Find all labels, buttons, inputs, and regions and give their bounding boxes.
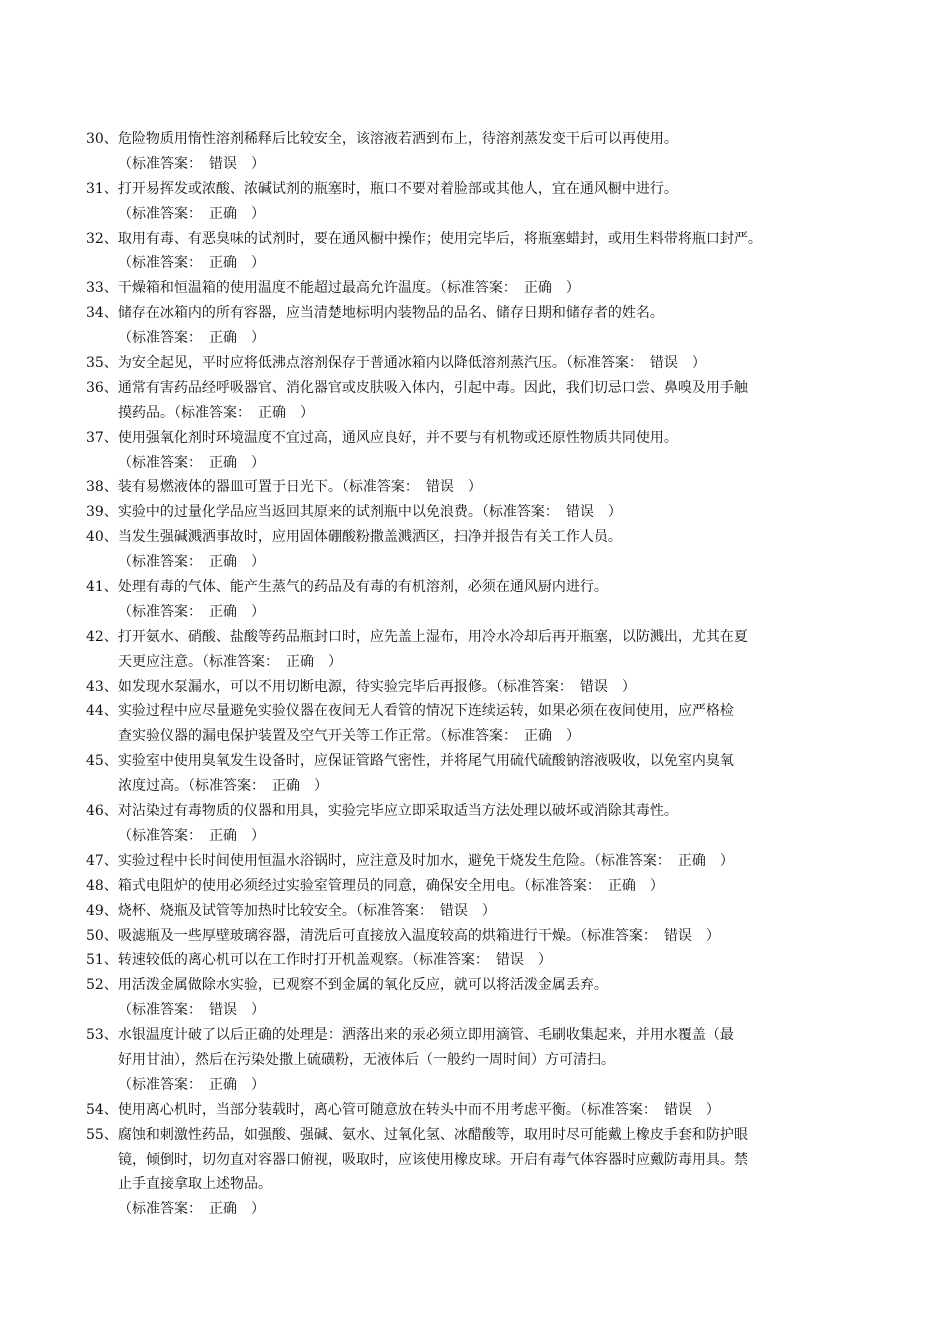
question-text: 装有易燃液体的器皿可置于日光下。 (117, 479, 342, 496)
answer-line (86, 451, 856, 476)
question-number: 39、 (86, 504, 118, 521)
question-first-line (86, 899, 856, 924)
question-item (86, 973, 856, 1023)
answer-label: （标准答案： 正确 ） (593, 852, 734, 869)
question-first-line (86, 376, 856, 401)
question-item (86, 625, 856, 675)
question-number: 42、 (86, 628, 118, 645)
question-number: 38、 (86, 479, 118, 496)
question-number: 49、 (86, 902, 118, 919)
question-text: 止手直接拿取上述物品。 (118, 1176, 272, 1193)
question-first-line (86, 227, 856, 252)
question-item (86, 948, 856, 973)
question-item (86, 1098, 856, 1123)
answer-label: （标准答案： 正确 ） (118, 603, 265, 620)
answer-line (86, 550, 856, 575)
question-number: 51、 (86, 952, 118, 969)
question-number: 32、 (86, 230, 118, 247)
question-first-line (86, 575, 856, 600)
question-continuation-line (86, 650, 856, 675)
question-first-line (86, 127, 856, 152)
question-text: 实验过程中应尽量避免实验仪器在夜间无人看管的情况下连续运转，如果必须在夜间使用，应严格检 (117, 703, 734, 720)
question-text: 烧杯、烧瓶及试管等加热时比较安全。 (117, 902, 356, 919)
answer-label: （标准答案： 错误 ） (579, 927, 720, 944)
question-text: 通常有害药品经呼吸器官、消化器官或皮肤吸入体内，引起中毒。因此，我们切忌口尝、鼻嗅及用手触 (117, 379, 748, 396)
question-item (86, 1023, 856, 1098)
answer-line (86, 326, 856, 351)
answer-label: （标准答案： 正确 ） (118, 1201, 265, 1218)
question-item (86, 849, 856, 874)
question-item (86, 177, 856, 227)
question-item (86, 924, 856, 949)
question-item (86, 874, 856, 899)
question-text: 打开易挥发或浓酸、浓碱试剂的瓶塞时，瓶口不要对着脸部或其他人，宜在通风橱中进行。 (117, 180, 678, 197)
question-number: 48、 (86, 877, 118, 894)
question-number: 53、 (86, 1027, 118, 1044)
answer-label: （标准答案： 正确 ） (118, 1076, 265, 1093)
answer-label: （标准答案： 错误 ） (481, 504, 622, 521)
question-number: 50、 (86, 927, 118, 944)
answer-label: （标准答案： 正确 ） (118, 205, 265, 222)
question-text: 对沾染过有毒物质的仪器和用具，实验完毕应立即采取适当方法处理以破坏或消除其毒性。 (117, 803, 678, 820)
question-text: 打开氨水、硝酸、盐酸等药品瓶封口时，应先盖上湿布，用冷水冷却后再开瓶塞，以防溅出，尤其在夏 (117, 628, 748, 645)
answer-label: （标准答案： 正确 ） (188, 778, 328, 795)
question-first-line (86, 1123, 856, 1148)
question-first-line (86, 301, 856, 326)
answer-label: （标准答案： 错误 ） (355, 902, 496, 919)
question-number: 47、 (86, 852, 118, 869)
answer-line (86, 998, 856, 1023)
answer-label: （标准答案： 错误 ） (118, 1002, 265, 1019)
question-text: 当发生强碱溅洒事故时，应用固体硼酸粉撒盖溅洒区，扫净并报告有关工作人员。 (117, 529, 622, 546)
answer-label: （标准答案： 错误 ） (411, 952, 552, 969)
question-first-line (86, 699, 856, 724)
question-continuation-line (86, 401, 856, 426)
question-first-line (86, 1023, 856, 1048)
question-number: 37、 (86, 429, 118, 446)
question-number: 43、 (86, 678, 118, 695)
question-first-line (86, 874, 856, 899)
question-text: 实验室中使用臭氧发生设备时，应保证管路气密性，并将尾气用硫代硫酸钠溶液吸收，以免室内臭氧 (117, 753, 734, 770)
question-continuation-line (86, 1148, 856, 1173)
answer-label: （标准答案： 正确 ） (118, 255, 265, 272)
question-number: 44、 (86, 703, 118, 720)
question-first-line (86, 177, 856, 202)
question-item (86, 1123, 856, 1223)
question-number: 34、 (86, 305, 118, 322)
answer-label: （标准答案： 错误 ） (565, 355, 706, 372)
question-first-line (86, 948, 856, 973)
question-item (86, 500, 856, 525)
question-number: 35、 (86, 355, 118, 372)
question-continuation-line (86, 1048, 856, 1073)
answer-line (86, 202, 856, 227)
question-continuation-line (86, 724, 856, 749)
question-item (86, 376, 856, 426)
question-item (86, 276, 856, 301)
answer-label: （标准答案： 正确 ） (174, 404, 314, 421)
question-text: 实验中的过量化学品应当返回其原来的试剂瓶中以免浪费。 (117, 504, 482, 521)
answer-label: （标准答案： 错误 ） (495, 678, 636, 695)
question-first-line (86, 973, 856, 998)
question-number: 45、 (86, 753, 118, 770)
question-first-line (86, 525, 856, 550)
question-number: 54、 (86, 1101, 118, 1118)
answer-label: （标准答案： 错误 ） (341, 479, 482, 496)
answer-label: （标准答案： 错误 ） (118, 155, 265, 172)
answer-label: （标准答案： 正确 ） (118, 330, 265, 347)
question-text: 使用强氧化剂时环境温度不宜过高，通风应良好，并不要与有机物或还原性物质共同使用。 (117, 429, 678, 446)
question-number: 46、 (86, 803, 118, 820)
answer-label: （标准答案： 正确 ） (118, 827, 265, 844)
question-number: 52、 (86, 977, 118, 994)
question-text: 水银温度计破了以后正确的处理是：洒落出来的汞必须立即用滴管、毛刷收集起来，并用水覆盖（最 (117, 1027, 734, 1044)
question-item (86, 749, 856, 799)
question-item (86, 799, 856, 849)
question-list (86, 127, 856, 1222)
question-first-line (86, 475, 856, 500)
question-first-line (86, 924, 856, 949)
question-text: 使用离心机时，当部分装载时，离心管可随意放在转头中而不用考虑平衡。 (117, 1101, 580, 1118)
question-item (86, 899, 856, 924)
answer-label: （标准答案： 正确 ） (202, 653, 342, 670)
question-number: 40、 (86, 529, 118, 546)
question-item (86, 475, 856, 500)
question-text: 箱式电阻炉的使用必须经过实验室管理员的同意，确保安全用电。 (117, 877, 524, 894)
answer-line (86, 600, 856, 625)
question-text: 储存在冰箱内的所有容器，应当清楚地标明内装物品的品名、储存日期和储存者的姓名。 (117, 305, 664, 322)
question-first-line (86, 276, 856, 301)
question-text: 干燥箱和恒温箱的使用温度不能超过最高允许温度。 (117, 280, 440, 297)
answer-line (86, 1197, 856, 1222)
question-first-line (86, 426, 856, 451)
question-first-line (86, 675, 856, 700)
question-first-line (86, 1098, 856, 1123)
question-item (86, 426, 856, 476)
question-number: 33、 (86, 280, 118, 297)
question-first-line (86, 849, 856, 874)
question-number: 55、 (86, 1126, 118, 1143)
question-text: 处理有毒的气体、能产生蒸气的药品及有毒的有机溶剂，必须在通风厨内进行。 (117, 579, 608, 596)
question-number: 30、 (86, 131, 118, 147)
answer-label: （标准答案： 正确 ） (523, 877, 664, 894)
question-item (86, 301, 856, 351)
question-text: 摸药品。 (118, 404, 174, 421)
question-item (86, 351, 856, 376)
question-text: 查实验仪器的漏电保护装置及空气开关等工作正常。 (118, 728, 440, 745)
question-number: 31、 (86, 180, 118, 197)
question-number: 36、 (86, 379, 118, 396)
question-first-line (86, 500, 856, 525)
question-text: 用活泼金属做除水实验，已观察不到金属的氧化反应，就可以将活泼金属丢弃。 (117, 977, 608, 994)
question-first-line (86, 749, 856, 774)
question-text: 好用甘油），然后在污染处撒上硫磺粉，无液体后（一般约一周时间）方可清扫。 (118, 1051, 615, 1068)
question-text: 取用有毒、有恶臭味的试剂时，要在通风橱中操作；使用完毕后，将瓶塞蜡封，或用生料带将瓶口封严。 (117, 230, 762, 247)
question-item (86, 575, 856, 625)
question-text: 为安全起见，平时应将低沸点溶剂保存于普通冰箱内以降低溶剂蒸汽压。 (117, 355, 566, 372)
question-number: 41、 (86, 579, 118, 596)
question-first-line (86, 625, 856, 650)
question-text: 浓度过高。 (118, 778, 188, 795)
answer-label: （标准答案： 错误 ） (579, 1101, 720, 1118)
question-text: 天更应注意。 (118, 653, 202, 670)
question-text: 实验过程中长时间使用恒温水浴锅时，应注意及时加水，避免干烧发生危险。 (117, 852, 594, 869)
question-item (86, 675, 856, 700)
answer-label: （标准答案： 正确 ） (118, 554, 265, 571)
question-text: 危险物质用惰性溶剂稀释后比较安全，该溶液若洒到布上，待溶剂蒸发变干后可以再使用。 (117, 131, 678, 147)
question-text: 腐蚀和刺激性药品，如强酸、强碱、氨水、过氧化氢、冰醋酸等，取用时尽可能戴上橡皮手套和防护眼 (117, 1126, 748, 1143)
question-text: 吸滤瓶及一些厚壁玻璃容器，清洗后可直接放入温度较高的烘箱进行干燥。 (117, 927, 580, 944)
question-continuation-line (86, 774, 856, 799)
question-first-line (86, 799, 856, 824)
question-item (86, 127, 856, 177)
question-continuation-line (86, 1172, 856, 1197)
answer-label: （标准答案： 正确 ） (439, 280, 580, 297)
question-text: 镜，倾倒时，切勿直对容器口俯视，吸取时，应该使用橡皮球。开启有毒气体容器时应戴防毒用具。禁 (118, 1151, 748, 1168)
question-text: 如发现水泵漏水，可以不用切断电源，待实验完毕后再报修。 (117, 678, 496, 695)
answer-line (86, 1073, 856, 1098)
question-item (86, 525, 856, 575)
question-text: 转速较低的离心机可以在工作时打开机盖观察。 (117, 952, 412, 969)
answer-line (86, 824, 856, 849)
answer-label: （标准答案： 正确 ） (118, 454, 265, 471)
answer-label: （标准答案： 正确 ） (440, 728, 580, 745)
question-item (86, 227, 856, 277)
question-item (86, 699, 856, 749)
question-first-line (86, 351, 856, 376)
answer-line (86, 152, 856, 177)
answer-line (86, 251, 856, 276)
